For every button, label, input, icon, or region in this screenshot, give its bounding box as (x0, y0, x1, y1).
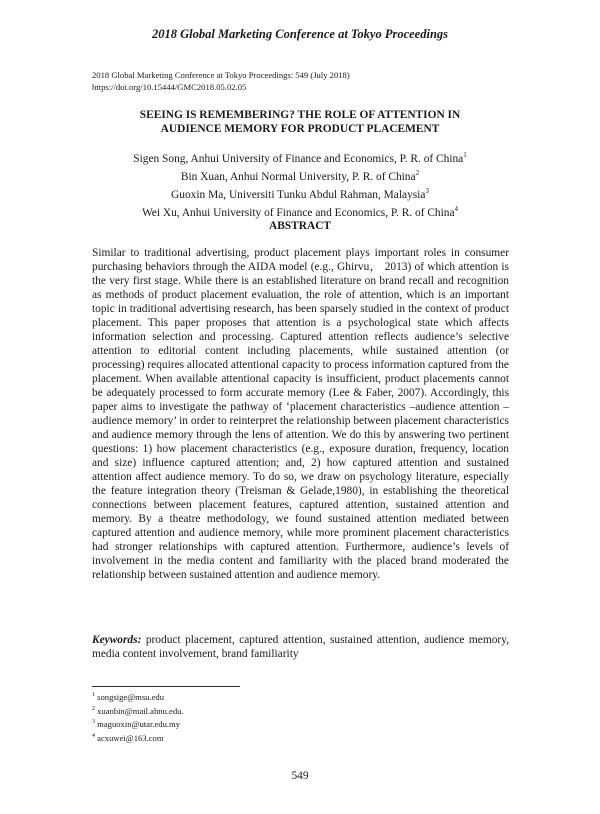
author-affiliation: Guoxin Ma, Universiti Tunku Abdul Rahman, Malaysia (171, 188, 426, 201)
footnote-item (92, 704, 392, 718)
author-list (70, 148, 530, 220)
author-affiliation: Sigen Song, Anhui University of Finance and Economics, P. R. of China (133, 152, 464, 165)
abstract-heading: ABSTRACT (268, 220, 332, 232)
footnote-email: xuanbin@mail.ahnu.edu. (97, 705, 184, 716)
title-line-2: AUDIENCE MEMORY FOR PRODUCT PLACEMENT (160, 122, 440, 135)
citation-line: 2018 Global Marketing Conference at Tokyo Proceedings: 549 (July 2018) (92, 70, 350, 80)
footnote-item (92, 731, 392, 745)
footnote-item (92, 717, 392, 731)
running-header: 2018 Global Marketing Conference at Tokyo Proceedings (151, 27, 449, 41)
keywords-paragraph (92, 633, 509, 661)
author-line (70, 148, 530, 166)
footnote-mark: 1 (92, 692, 95, 698)
author-line (70, 184, 530, 202)
footnote-email: acxuwei@163.com (97, 732, 164, 743)
footnote-email: maguoxin@utar.edu.my (97, 718, 181, 729)
footnote-item (92, 690, 392, 704)
footnote-mark: 2 (92, 705, 95, 712)
footnotes (92, 690, 392, 744)
title-line-1: SEEING IS REMEMBERING? THE ROLE OF ATTENTION IN (139, 109, 461, 121)
author-affiliation: Wei Xu, Anhui University of Finance and Economics, P. R. of China (141, 207, 455, 220)
footnote-email: songsige@msu.edu (97, 691, 165, 702)
footnote-divider (92, 686, 240, 687)
author-affiliation: Bin Xuan, Anhui Normal University, P. R. of China (180, 170, 416, 183)
keywords-label: Keywords: (92, 634, 142, 646)
page-number: 549 (291, 770, 309, 782)
footnote-mark: 4 (92, 732, 95, 739)
paper-title (80, 109, 520, 136)
keywords-list: product placement, captured attention, sustained attention, audience memory, media content involvement, brand familiarity (92, 634, 509, 660)
author-footnote-mark: 2 (415, 169, 420, 178)
author-line (70, 202, 530, 220)
doi-link[interactable]: https://doi.org/10.15444/GMC2018.05.02.05 (92, 81, 247, 92)
author-footnote-mark: 3 (425, 187, 429, 196)
author-footnote-mark: 1 (463, 151, 467, 159)
author-line (70, 166, 530, 184)
footnote-mark: 3 (92, 719, 95, 726)
author-footnote-mark: 4 (454, 205, 459, 214)
citation-block (92, 70, 512, 93)
abstract-body: Similar to traditional advertising, product placement plays important roles in consumer purchasing behaviors through the AIDA model (e.g., Ghirvu， 2013) of which attention is the very first stage. While there is an established literature on brand recall and recognition as methods of product placement evaluation, the role of attention, which is an important topic in traditional advertising research, has been sparsely studied in the context of product placement. This paper proposes that attention is a psychological state which affects information selection and processing. Captured attention reflects audience’s selective attention to editorial content including placements, while sustained attention (or processing) requires allocated attentional capacity to process information captured from the placement. When available attentional capacity is insufficient, product placements cannot be adequately processed to form accurate memory (Lee & Faber, 2007). Accordingly, this paper aims to investigate the pathway of ‘placement characteristics –audience attention – audience memory’ in order to reinterpret the relationship between placement characteristics and audience memory through the lens of attention. We do this by answering two pertinent questions: 1) how placement characteristics (e.g., exposure duration, frequency, location and size) influence captured attention; and, 2) how captured attention and sustained attention affect audience memory. To do so, we draw on psychology literature, especially the feature integration theory (Treisman & Gelade,1980), in establishing the theoretical connections between placement features, captured attention, sustained attention and memory. By a theatre methodology, we found sustained attention mediated between captured attention and audience memory, while more prominent placement characteristics had stronger relationships with captured attention. Furthermore, audience’s levels of involvement in the media content and familiarity with the placed brand moderated the relationship between sustained attention and audience memory. (92, 247, 509, 581)
